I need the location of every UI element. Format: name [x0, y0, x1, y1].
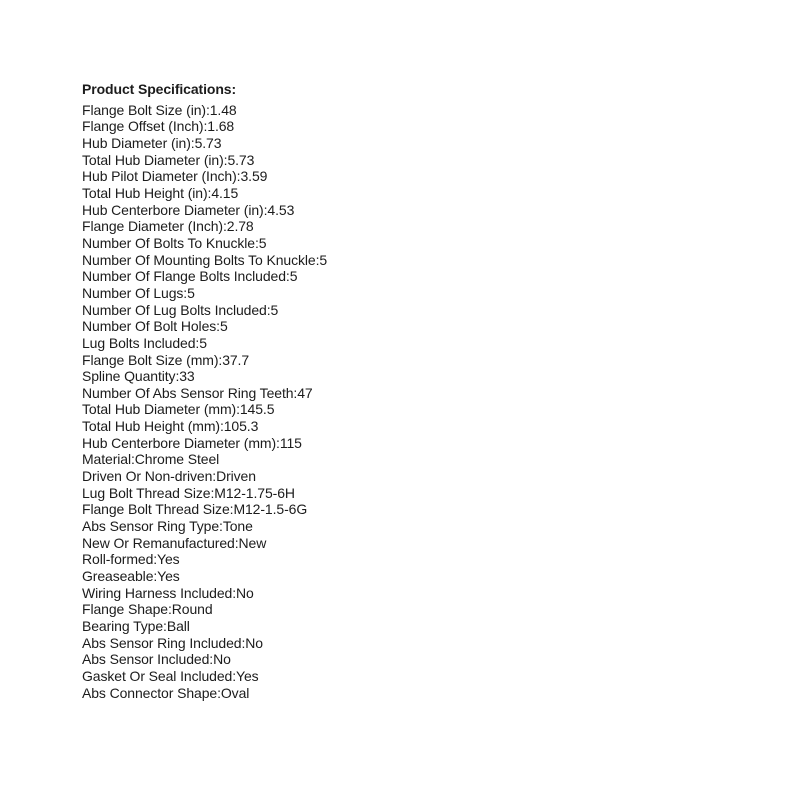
- spec-value: Yes: [157, 568, 180, 585]
- spec-value: 5.73: [194, 134, 222, 151]
- spec-row: [82, 685, 327, 702]
- spec-row: [82, 268, 327, 285]
- spec-row: [82, 468, 327, 485]
- spec-label: Gasket Or Seal Included:: [82, 667, 237, 684]
- spec-row: [82, 568, 327, 585]
- spec-row: [82, 318, 327, 335]
- spec-row: [82, 651, 327, 668]
- spec-label: Flange Bolt Thread Size:: [82, 501, 234, 518]
- spec-value: Oval: [220, 684, 250, 701]
- spec-value: 4.53: [267, 201, 295, 218]
- spec-label: Driven Or Non-driven:: [82, 468, 217, 485]
- spec-label: Number Of Lugs:: [82, 284, 188, 301]
- spec-row: [82, 135, 327, 152]
- spec-label: Flange Diameter (Inch):: [82, 218, 227, 235]
- spec-row: [82, 535, 327, 552]
- spec-value: Tone: [222, 518, 253, 535]
- spec-row: [82, 352, 327, 369]
- spec-label: Abs Connector Shape:: [82, 684, 221, 701]
- spec-row: [82, 368, 327, 385]
- spec-row: [82, 418, 327, 435]
- spec-row: [82, 235, 327, 252]
- spec-value: 37.7: [222, 351, 250, 368]
- spec-label: Flange Bolt Size (mm):: [82, 351, 223, 368]
- spec-value: 3.59: [240, 168, 268, 185]
- spec-row: [82, 585, 327, 602]
- spec-label: Number Of Mounting Bolts To Knuckle:: [82, 251, 320, 268]
- spec-row: [82, 252, 327, 269]
- spec-row: [82, 501, 327, 518]
- spec-row: [82, 635, 327, 652]
- spec-row: [82, 601, 327, 618]
- spec-row: [82, 551, 327, 568]
- spec-value: Chrome Steel: [134, 451, 220, 468]
- spec-row: [82, 401, 327, 418]
- spec-row: [82, 435, 327, 452]
- spec-label: Number Of Abs Sensor Ring Teeth:: [82, 384, 298, 401]
- spec-label: Number Of Flange Bolts Included:: [82, 268, 290, 285]
- spec-row: [82, 152, 327, 169]
- spec-value: No: [236, 584, 254, 601]
- spec-value: Yes: [157, 551, 180, 568]
- spec-label: Number Of Bolts To Knuckle:: [82, 234, 259, 251]
- product-spec-image: [82, 81, 327, 701]
- spec-label: New Or Remanufactured:: [82, 534, 239, 551]
- spec-label: Wiring Harness Included:: [82, 584, 236, 601]
- spec-row: [82, 118, 327, 135]
- spec-label: Roll-formed:: [82, 551, 158, 568]
- spec-row: [82, 168, 327, 185]
- spec-value: 5: [258, 234, 267, 251]
- spec-row: [82, 385, 327, 402]
- spec-label: Abs Sensor Included:: [82, 651, 214, 668]
- spec-value: Ball: [166, 618, 190, 634]
- spec-value: 115: [279, 434, 302, 451]
- spec-label: Material:: [82, 451, 135, 468]
- spec-label: Abs Sensor Ring Included:: [82, 634, 246, 651]
- spec-row: [82, 185, 327, 202]
- spec-value: M12-1.5-6G: [233, 501, 308, 518]
- spec-row: [82, 518, 327, 535]
- spec-row: [82, 285, 327, 302]
- spec-value: 5: [270, 301, 279, 318]
- spec-value: Yes: [236, 667, 259, 684]
- spec-value: 1.68: [207, 118, 235, 135]
- spec-label: Total Hub Height (in):: [82, 184, 212, 201]
- spec-label: Hub Diameter (in):: [82, 134, 195, 151]
- spec-label: Hub Pilot Diameter (Inch):: [82, 168, 241, 185]
- spec-value: 105.3: [223, 418, 259, 435]
- spec-label: Number Of Lug Bolts Included:: [82, 301, 271, 318]
- spec-value: M12-1.75-6H: [214, 484, 295, 501]
- spec-label: Hub Centerbore Diameter (mm):: [82, 434, 280, 451]
- spec-row: [82, 202, 327, 219]
- spec-label: Hub Centerbore Diameter (in):: [82, 201, 268, 218]
- spec-row: [82, 485, 327, 502]
- spec-row: [82, 668, 327, 685]
- spec-value: Round: [171, 601, 213, 618]
- spec-value: 5.73: [227, 151, 255, 168]
- spec-label: Spline Quantity:: [82, 368, 180, 385]
- spec-value: 145.5: [239, 401, 275, 418]
- spec-value: 47: [297, 384, 313, 401]
- spec-value: 2.78: [226, 218, 254, 235]
- spec-value: 5: [199, 334, 207, 351]
- spec-row: [82, 102, 327, 119]
- spec-row: [82, 618, 327, 635]
- spec-value: New: [238, 534, 267, 551]
- spec-value: 4.15: [211, 184, 239, 201]
- spec-value: 5: [289, 268, 298, 285]
- spec-value: Driven: [216, 468, 256, 485]
- spec-value: 33: [179, 368, 195, 385]
- spec-list: [82, 102, 327, 702]
- spec-value: 5: [319, 251, 328, 268]
- spec-row: [82, 335, 327, 352]
- spec-value: 5: [187, 284, 195, 301]
- spec-label: Total Hub Height (mm):: [82, 418, 224, 435]
- spec-row: [82, 302, 327, 319]
- spec-label: Total Hub Diameter (mm):: [82, 401, 240, 418]
- section-title: Product Specifications:: [82, 81, 237, 97]
- spec-value: 5: [219, 318, 228, 335]
- spec-label: Total Hub Diameter (in):: [82, 151, 228, 168]
- spec-row: [82, 218, 327, 235]
- spec-label: Lug Bolts Included:: [82, 334, 200, 351]
- spec-row: [82, 451, 327, 468]
- spec-value: No: [213, 651, 231, 668]
- spec-label: Greaseable:: [82, 568, 158, 585]
- spec-label: Bearing Type:: [82, 618, 167, 634]
- spec-label: Number Of Bolt Holes:: [82, 318, 220, 335]
- spec-label: Flange Bolt Size (in):: [82, 101, 210, 118]
- spec-label: Abs Sensor Ring Type:: [82, 518, 223, 535]
- spec-label: Lug Bolt Thread Size:: [82, 484, 215, 501]
- spec-label: Flange Offset (Inch):: [82, 118, 208, 135]
- spec-value: 1.48: [209, 101, 237, 118]
- spec-label: Flange Shape:: [82, 601, 172, 618]
- spec-value: No: [245, 634, 263, 651]
